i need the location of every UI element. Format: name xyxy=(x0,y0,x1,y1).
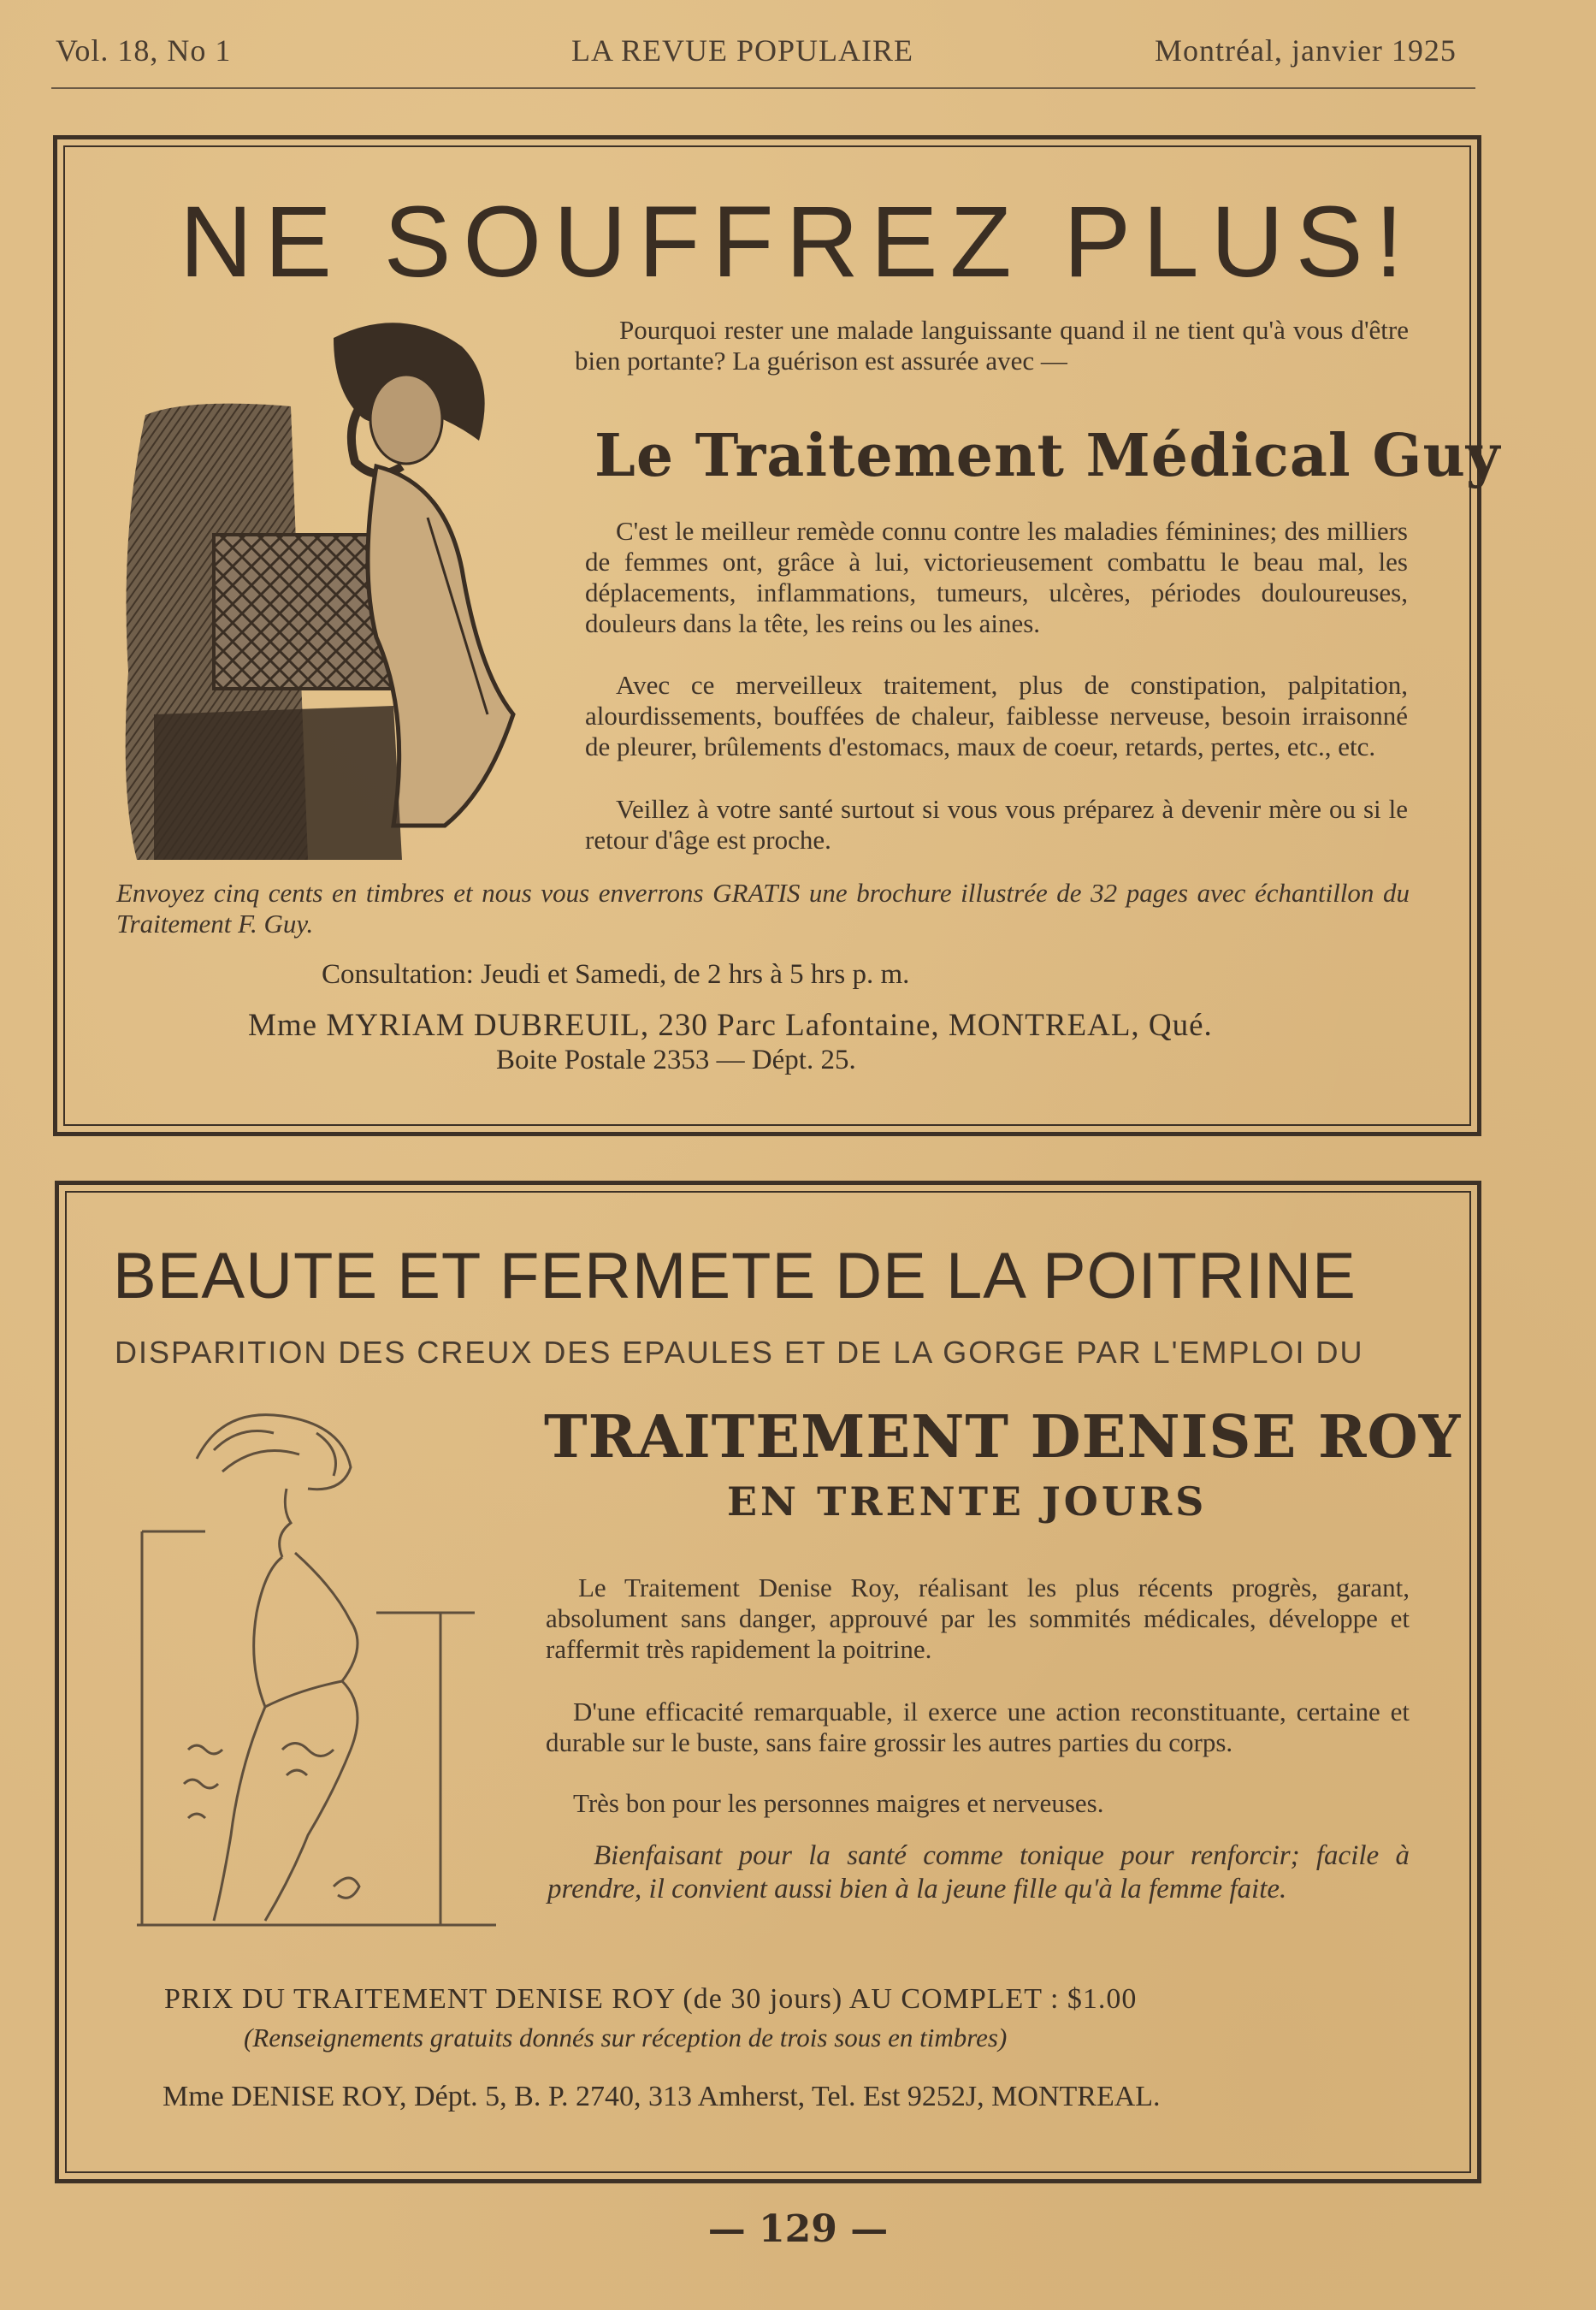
header-journal-title: LA REVUE POPULAIRE xyxy=(571,33,914,68)
ad1-intro: Pourquoi rester une malade languissante quand il ne tient qu'à vous d'être bien portante? La guérison est assurée avec — xyxy=(575,315,1409,376)
header-date: Montréal, janvier 1925 xyxy=(1155,33,1457,68)
ad2-paragraph-2: D'une efficacité remarquable, il exerce une action reconstituante, certaine et durable sur le buste, sans faire grossir les autres parties du corps. xyxy=(546,1697,1410,1757)
header-rule xyxy=(51,87,1475,89)
header-volume: Vol. 18, No 1 xyxy=(56,33,232,68)
ad1-paragraph-3: Veillez à votre santé surtout si vous vous préparez à devenir mère ou si le retour d'âge est proche. xyxy=(585,794,1408,855)
ad2-headline: BEAUTE ET FERMETE DE LA POITRINE xyxy=(113,1240,1357,1312)
ad1-product-title: Le Traitement Médical Guy xyxy=(594,422,1501,490)
ad2-product-title: TRAITEMENT DENISE ROY xyxy=(544,1403,1462,1472)
illustration-woman-profile xyxy=(137,1407,496,1938)
ad1-postal: Boite Postale 2353 — Dépt. 25. xyxy=(496,1045,856,1075)
ad1-paragraph-1: C'est le meilleur remède connu contre les maladies féminines; des milliers de femmes ont, grâce à lui, victorieusement combattu le beau mal, les déplacements, inflammations, tumeurs, ulcères, périodes douloureuses, douleurs dans la tête, les reins ou les aines. xyxy=(585,516,1408,638)
ad1-offer: Envoyez cinq cents en timbres et nous vous enverrons GRATIS une brochure illustrée de 32 pages avec échantillon du Traitement F. Guy. xyxy=(116,878,1410,939)
ad1-headline: NE SOUFFREZ PLUS! xyxy=(180,186,1416,299)
ad2-subheadline: DISPARITION DES CREUX DES EPAULES ET DE LA GORGE PAR L'EMPLOI DU xyxy=(115,1335,1364,1370)
ad2-paragraph-3: Très bon pour les personnes maigres et nerveuses. xyxy=(573,1788,1104,1818)
ad2-product-subtitle: EN TRENTE JOURS xyxy=(727,1478,1208,1525)
page-number: — 129 — xyxy=(707,2207,889,2251)
ad2-paragraph-1: Le Traitement Denise Roy, réalisant les plus récents progrès, garant, absolument sans danger, approuvé par les sommités médicales, développe et raffermit très rapidement la poitrine. xyxy=(546,1573,1410,1664)
ad2-price: PRIX DU TRAITEMENT DENISE ROY (de 30 jours) AU COMPLET : $1.00 xyxy=(164,1983,1138,2015)
ad2-paragraph-4: Bienfaisant pour la santé comme tonique pour renforcir; facile à prendre, il convient aussi bien à la jeune fille qu'à la femme faite. xyxy=(547,1840,1410,1904)
ad1-paragraph-2: Avec ce merveilleux traitement, plus de constipation, palpitation, alourdissements, bouffées de chaleur, faiblesse nerveuse, besoin irraisonné de pleurer, brûlements d'estomacs, maux de coeur, retards, pertes, etc., etc. xyxy=(585,670,1408,761)
illustration-suffering-woman xyxy=(120,312,539,860)
ad2-address: Mme DENISE ROY, Dépt. 5, B. P. 2740, 313 Amherst, Tel. Est 9252J, MONTREAL. xyxy=(163,2081,1161,2112)
ad1-address: Mme MYRIAM DUBREUIL, 230 Parc Lafontaine, MONTREAL, Qué. xyxy=(248,1008,1213,1043)
ad1-consultation: Consultation: Jeudi et Samedi, de 2 hrs à 5 hrs p. m. xyxy=(322,959,910,990)
ad2-info: (Renseignements gratuits donnés sur réception de trois sous en timbres) xyxy=(244,2023,1008,2052)
